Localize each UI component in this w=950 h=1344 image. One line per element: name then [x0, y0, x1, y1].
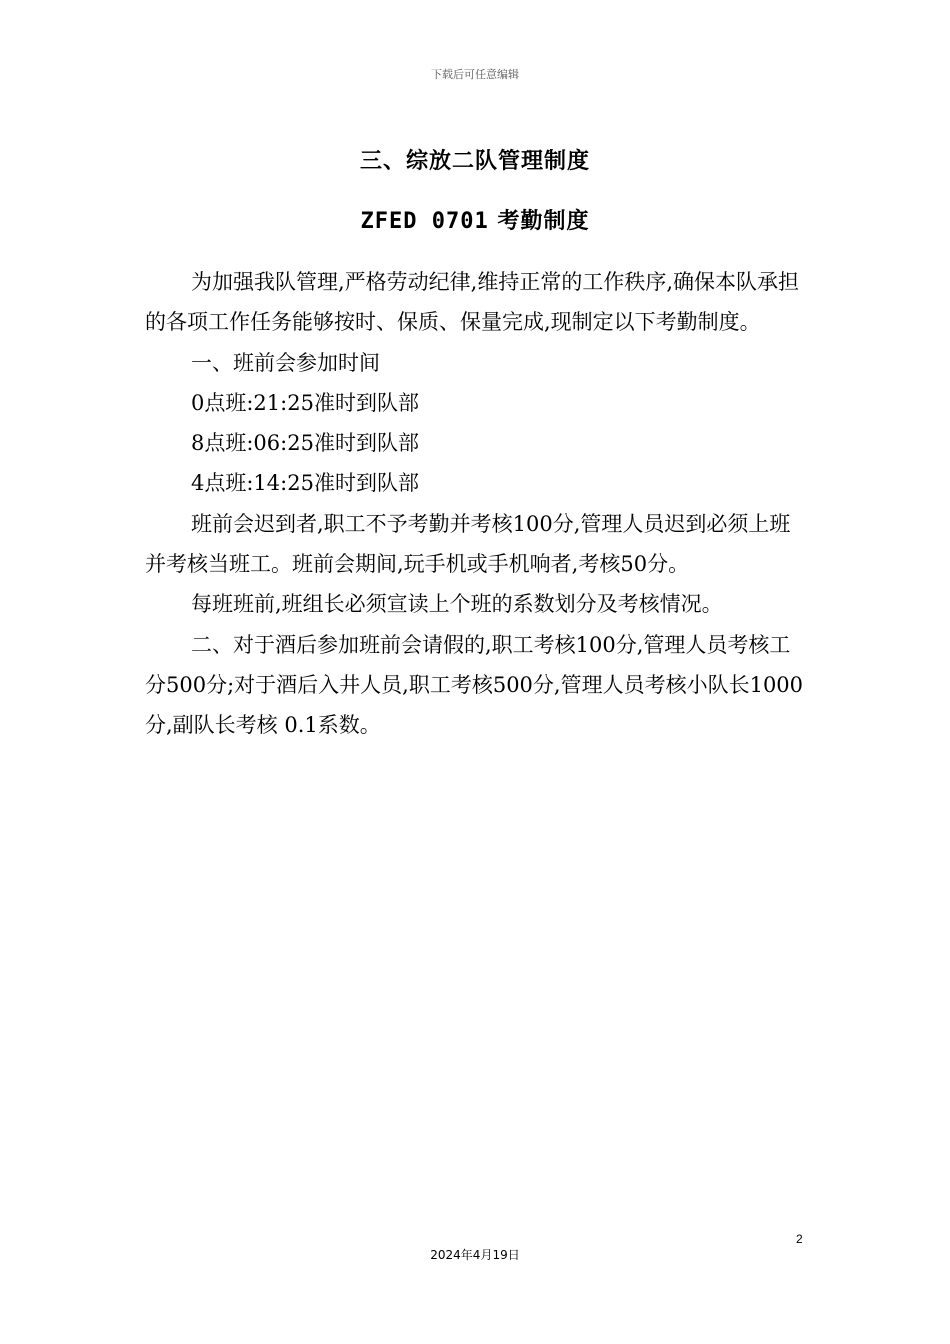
- shift-8-time: 8点班:06:25准时到队部: [191, 431, 419, 456]
- page-number: 2: [796, 1232, 803, 1246]
- document-body: [145, 262, 810, 746]
- document-title: 三、综放二队管理制度: [359, 148, 590, 174]
- shift-0-time: 0点班:21:25准时到队部: [191, 390, 419, 415]
- alcohol-penalty-paragraph: 二、对于酒后参加班前会请假的,职工考核100分,管理人员考核工分500分;对于酒后入井人员,职工考核500分,管理人员考核小队长1000分,副队长考核 0.1系数。: [145, 632, 804, 738]
- footer-date: 2024年4月19日: [430, 1248, 520, 1262]
- document-subtitle: [0, 204, 950, 235]
- shift-4-time: 4点班:14:25准时到队部: [191, 471, 419, 496]
- subtitle-code: ZFED 0701: [360, 209, 489, 234]
- late-penalty-paragraph: 班前会迟到者,职工不予考勤并考核100分,管理人员迟到必须上班并考核当班工。班前会期间,玩手机或手机响者,考核50分。: [145, 511, 791, 577]
- header-note: 下载后可任意编辑: [431, 68, 519, 81]
- intro-paragraph: 为加强我队管理,严格劳动纪律,维持正常的工作秩序,确保本队承担的各项工作任务能够按时、保质、保量完成,现制定以下考勤制度。: [145, 270, 800, 335]
- subtitle-text: 考勤制度: [497, 208, 590, 234]
- section-heading-meeting-time: 一、班前会参加时间: [191, 350, 380, 375]
- team-leader-paragraph: 每班班前,班组长必须宣读上个班的系数划分及考核情况。: [191, 592, 723, 617]
